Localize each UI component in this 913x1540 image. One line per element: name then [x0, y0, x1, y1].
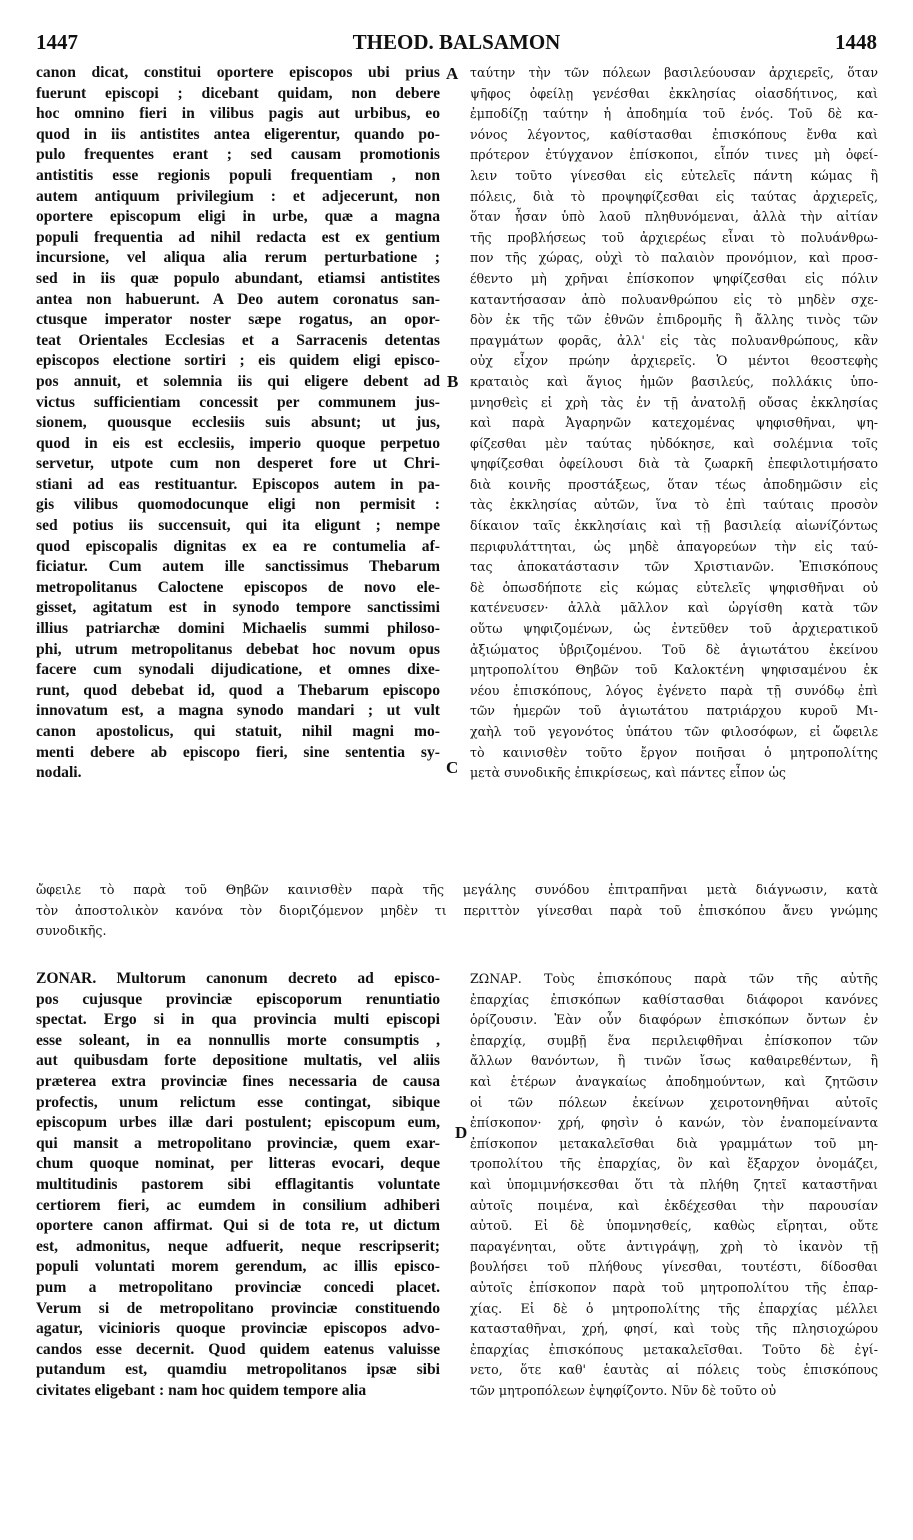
text-line: innovatum est, a magna synodo mandari ; ut vult	[36, 702, 440, 720]
greek-column-zonaras	[470, 969, 878, 1401]
text-line: ὁρίζουσιν. Ἐὰν οὖν διαφόρων ἐπισκόπων ὄντων ἐν	[470, 1012, 878, 1028]
text-line: episcopos electione sortiri ; eis quidem eligi episco-	[36, 352, 440, 370]
text-line: illius patriarchæ domini Michaelis summi philoso-	[36, 620, 440, 638]
text-line: sed in iis quæ populo abundant, etiamsi antistites	[36, 269, 440, 287]
text-line: δὸν ἐκ τῆς τῶν ἐθνῶν ἐπιδρομῆς ἢ ἄλλης τινὸς τῶν	[470, 312, 878, 328]
page-number-right: 1448	[835, 30, 877, 54]
text-line: τας ἀποκατάστασιν τῶν Χριστιανῶν. Ἐπισκόπους	[470, 559, 878, 575]
text-line: populi frequentia ad nihil redacta est ex gentium	[36, 228, 440, 246]
text-line: ἐπίσκοπον· χρή, φησὶν ὁ κανών, τὸν ἐναπομείναντα	[470, 1115, 878, 1131]
text-line: canon dicat, constitui oportere episcopos ubi prius	[36, 64, 440, 81]
page-header	[36, 30, 877, 60]
text-line: ἄλλων θανόντων, ἢ τινῶν ἴσως καθαιρεθέντων, ἢ	[470, 1053, 878, 1069]
latin-column-top	[36, 63, 440, 784]
text-line: τὸν ἀποστολικὸν κανόνα τὸν διοριζόμενον μηδὲν τι περιττὸν γίνεσθαι παρὰ τοῦ ἐπισκόπου ἄνευ γνώμης	[36, 902, 878, 918]
text-line: κατασταθῆναι, χρή, φησί, καὶ τοὺς τῆς πλησιοχώρου	[470, 1321, 878, 1337]
text-line: præterea extra provinciæ fines necessaria de causa	[36, 1072, 440, 1090]
text-line: teat Orientales Ecclesias et a Sarracenis detentas	[36, 331, 440, 349]
text-line: stiani ad eas restituantur. Episcopos autem in pa-	[36, 475, 440, 493]
text-line: hoc omnino fieri in vilibus pagis aut urbibus, eo	[36, 105, 440, 123]
text-line: candos esse decernit. Quod quidem eatenus valuisse	[36, 1340, 440, 1358]
running-title: THEOD. BALSAMON	[352, 30, 561, 54]
text-line: τῶν μητροπόλεων ἐψηφίζοντο. Νῦν δὲ τοῦτο οὐ	[470, 1382, 777, 1398]
text-line: τῶν ἡμερῶν τοῦ ἁγιωτάτου πατριάρχου κυροῦ Μι-	[470, 703, 878, 719]
text-line: pum a metropolitano provinciæ concedi placet.	[36, 1278, 440, 1296]
text-line: civitates eligebant : nam hoc quidem tempore alia	[36, 1381, 367, 1399]
text-line: aut quibusdam forte depositione multatis, vel aliis	[36, 1052, 440, 1070]
text-line: ἐμποδίζῃ ταύτην ἡ ἀποδημία τοῦ ἑνός. Τοῦ δὲ κα-	[470, 106, 878, 122]
text-line: βουλήσει τοῦ πλήθους γίνεσθαι, τουτέστι, δίδοσθαι	[470, 1259, 878, 1275]
text-line: runt, quod debebat id, quod a Thebarum episcopo	[36, 681, 440, 699]
margin-marker-b: B	[447, 372, 459, 391]
text-line: χίας. Εἰ δὲ ὁ μητροπολίτης τῆς ἐπαρχίας μέλλει	[470, 1300, 878, 1316]
text-line: ὤφειλε τὸ παρὰ τοῦ Θηβῶν καινισθὲν παρὰ τῆς μεγάλης συνόδου ἐπιτραπῆναι μετὰ διάγνωσιν, κατὰ	[36, 882, 878, 897]
text-line: nodali.	[36, 764, 82, 782]
text-line: ταύτην τὴν τῶν πόλεων βασιλεύουσαν ἀρχιερεῖς, ὅταν	[470, 65, 878, 80]
text-line: κραταιὸς καὶ ἅγιος ἡμῶν βασιλεύς, πολλάκις ὑπο-	[470, 373, 878, 389]
text-line: ΖΩΝΑΡ. Τοὺς ἐπισκόπους παρὰ τῶν τῆς αὐτῆς	[470, 971, 878, 986]
text-line: αὐτοῦ. Εἰ δὲ ὑπομνησθείς, καθὼς εἴρηται, οὔτε	[470, 1218, 878, 1234]
text-line: quod episcopalis dignitas ex ea re contumelia af-	[36, 537, 440, 555]
text-line: antistitis esse regionis populi frequentiam , non	[36, 166, 440, 184]
text-line: ficiatur. Cum autem ille sanctissimus Thebarum	[36, 558, 440, 576]
text-line: populi voluntati morem gerendum, ac illis episco-	[36, 1258, 440, 1276]
text-line: pulo frequentes erant ; sed causam promotionis	[36, 146, 440, 164]
text-line: incursione, vel aliqua alia rerum perturbatione ;	[36, 249, 440, 267]
text-line: νόνος λέγοντος, καθίστασθαι ἐπισκόπους ἔνθα καὶ	[470, 126, 878, 142]
text-line: νετο, ὅτε καθ' ἑαυτὰς αἱ πόλεις τοὺς ἐπισκόπους	[470, 1362, 878, 1378]
text-line: μνησθεὶς εἰ χρὴ τὰς ἐν τῇ ἀνατολῇ οὔσας ἐκκλησίας	[470, 394, 878, 410]
text-line: antea non habuerunt. A Deo autem coronatus san-	[36, 290, 440, 308]
text-line: quod in eis est ecclesiis, imperio quoque perpetuo	[36, 434, 440, 452]
text-line: ψῆφος ὀφείλῃ γενέσθαι ἐκκλησίας οἱασδήτινος, καὶ	[470, 85, 878, 101]
text-line: χαὴλ τοῦ γεγονότος ὑπάτου τῶν φιλοσόφων, εἰ ὤφειλε	[470, 724, 878, 739]
text-line: multitudinis pastorem sibi efflagitantis voluntate	[36, 1175, 440, 1193]
text-line: περιφυλάττηται, ὡς μηδὲ ἀπαγορεύων τὴν εἰς ταύ-	[470, 538, 878, 554]
text-line: οἱ τῶν πόλεων ἐκείνων χειροτονηθῆναι αὐτοῖς	[470, 1094, 878, 1110]
text-line: spectat. Ergo si in qua provincia multi episcopi	[36, 1011, 440, 1029]
text-line: agatur, vicinioris quoque provinciæ episcopos advo-	[36, 1320, 440, 1338]
text-line: episcopum urbes illæ dari postulent; episcopum eum,	[36, 1114, 440, 1132]
text-line: victus sufficientiam concessit per communem jus-	[36, 393, 440, 411]
text-line: fuerunt episcopi ; dicebant quidam, non debere	[36, 84, 440, 102]
text-line: gis vilibus quomodocunque eligi non permisit :	[36, 496, 440, 514]
margin-marker-d: D	[455, 1123, 468, 1142]
text-line: πον τῆς χώρας, οὐχὶ τὸ παλαιὸν προνόμιον, καὶ προσ-	[470, 250, 878, 266]
text-line: Verum si de metropolitano provinciæ constituendo	[36, 1299, 440, 1317]
text-line: φίζεσθαι μὲν ταύτας ηὐδόκησε, καὶ σολέμνια τοῖς	[470, 435, 878, 451]
text-line: ctusque imperator noster sæpe rogatus, an opor-	[36, 311, 440, 329]
text-line: τὰς ἐκκλησίας αὐτῶν, ἵνα τὸ ἐπὶ ταύταις προσὸν	[470, 497, 878, 513]
text-line: ψηφίζεσθαι ὀφείλουσι διὰ τὰ ζωαρκῆ ἐπεφιλοτιμήσατο	[470, 456, 878, 472]
text-line: ZONAR. Multorum canonum decreto ad episco-	[36, 970, 440, 987]
text-line: καὶ παρὰ Ἀγαρηνῶν κατεχομένας ψηφισθῆναι, ψη-	[470, 415, 878, 431]
greek-column-top	[470, 63, 878, 784]
text-line: αὐτοῖς ἐπίσκοπον παρὰ τοῦ μητροπολίτου τῆς ἐπαρ-	[470, 1279, 878, 1295]
text-line: συνοδικῆς.	[36, 923, 107, 939]
text-line: oportere canon affirmat. Qui si de tota re, ut dictum	[36, 1217, 440, 1235]
text-line: putandum est, quamdiu metropolitanos ipsæ sibi	[36, 1361, 440, 1379]
text-line: διὰ κοινῆς προστάξεως, ὅταν τέως ἀποδημῶσιν εἰς	[470, 476, 878, 492]
text-line: τροπολίτου τῆς ἐπαρχίας, ὃν καὶ ἔξαρχον ὀνομάζει,	[470, 1156, 878, 1172]
text-line: est, admonitus, neque adfuerit, neque rescripserit;	[36, 1237, 440, 1255]
text-line: παραγένηται, οὔτε ἀντιγράψῃ, χρὴ τὸ ἱκανὸν τῇ	[470, 1238, 878, 1254]
text-line: κατένευσεν· ἀλλὰ μᾶλλον καὶ ὠργίσθη κατὰ τῶν	[470, 600, 878, 616]
text-line: ἐπαρχίας ἐπισκόπων καθίστασθαι διάφοροι κανόνες	[470, 991, 878, 1007]
text-line: pos cujusque provinciæ episcoporum renuntiatio	[36, 990, 440, 1008]
text-line: καὶ ἑτέρων ἀναγκαίως ἀποδημούντων, καὶ ζητῶσιν	[470, 1073, 878, 1089]
text-line: certiorem fieri, ac eumdem in consilium adhiberi	[36, 1196, 440, 1214]
text-line: facere cum synodali dijudicatione, et omnes dixe-	[36, 661, 440, 679]
text-line: servetur, utpote cum non desperet fore ut Chri-	[36, 455, 440, 473]
text-line: ὅταν ἦσαν ὑπὸ λαοῦ πληθυνόμεναι, ἀλλὰ τὴν αἰτίαν	[470, 209, 878, 225]
text-line: ἐπαρχίας ἐπισκόπους μετακαλεῖσθαι. Τοῦτο δὲ ἐγί-	[470, 1341, 878, 1357]
text-line: οὕτω ψηφιζομένων, ὡς ἐντεῦθεν τοῦ ἀρχιερατικοῦ	[470, 621, 878, 637]
text-line: phi, utrum metropolitanus debebat hoc novum opus	[36, 640, 440, 658]
text-line: πόλεις, διὰ τὸ προψηφίζεσθαι εἰς ταύτας ἀρχιερεῖς,	[470, 188, 878, 204]
text-line: sed potius iis succensuit, qui ita eligunt ; nempe	[36, 517, 440, 535]
page-number-left: 1447	[36, 30, 78, 54]
text-line: menti debere ab episcopo fieri, sine sententia sy-	[36, 743, 440, 761]
text-line: πραγμάτων φορᾶς, ἀλλ' εἰς τὰς πολυανθρώπους, κἂν	[470, 332, 878, 348]
text-line: esse soleant, in ea nonnullis morte consumptis ,	[36, 1031, 440, 1049]
text-line: profectis, unum relictum esse contingat, sibique	[36, 1093, 440, 1111]
text-line: quod in iis antistites antea eligerentur, quando po-	[36, 125, 440, 143]
text-line: οὐχ εἶχον πρώην ἀρχιερεῖς. Ὁ μέντοι θεοστεφὴς	[470, 353, 878, 369]
text-line: oportere episcopum eligi in urbe, quæ a magna	[36, 208, 440, 226]
text-line: πρότερον ἐτύγχανον ἐπίσκοποι, εἶπόν τινες μὴ ὀφεί-	[470, 147, 878, 163]
text-line: τῆς προβλήσεως τοῦ ἀρχιερέως εἶναι τὸ πολυάνθρω-	[470, 229, 878, 245]
text-line: chum quoque nominat, per litteras evocari, deque	[36, 1155, 440, 1173]
text-line: autem antiquum privilegium : et adjecerunt, non	[36, 187, 440, 205]
text-line: μετὰ συνοδικῆς ἐπικρίσεως, καὶ πάντες εἶπον ὡς	[470, 765, 786, 781]
text-line: pos annuit, et solemnia iis qui eligere debent ad	[36, 372, 440, 390]
text-line: qui mansit a metropolitano provinciæ, quem exar-	[36, 1134, 440, 1152]
text-line: μητροπολίτου Θηβῶν τοῦ Καλοκτένη ψηφισαμένου ἐκ	[470, 662, 878, 678]
text-line: δίκαιον ταῖς ἐκκλησίαις καὶ τῇ βασιλείᾳ αἰωνίζόντως	[470, 518, 878, 534]
text-line: αὐτοῖς ποιμένα, καὶ ἐκδέχεσθαι τὴν παρουσίαν	[470, 1197, 878, 1213]
text-line: καὶ ὑπομιμνήσκεσθαι ὅτι τὰ πλήθη ζητεῖ καταστῆναι	[470, 1176, 878, 1192]
text-line: έθεντο μὴ χρῆναι ἐπίσκοπον ψηφίζεσθαι εἰς πόλιν	[470, 270, 878, 286]
greek-full-width-continuation	[36, 880, 878, 942]
margin-marker-c: C	[446, 758, 459, 777]
text-line: sionem, quousque ecclesiis suis absunt; ut jus,	[36, 414, 440, 432]
text-line: τὸ καινισθὲν τοῦτο ἔργον ποιῆσαι ὁ μητροπολίτης	[470, 744, 878, 760]
margin-marker-a: A	[446, 64, 459, 83]
latin-column-zonaras	[36, 969, 440, 1401]
text-line: ἐπαρχίᾳ, συμβῇ ἕνα περιλειφθῆναι ἐπίσκοπον τῶν	[470, 1032, 878, 1048]
text-line: metropolitanus Caloctene episcopos de novo ele-	[36, 578, 440, 596]
text-line: δὲ ὁπωσδήποτε εἰς κώμας εὐτελεῖς ψηφισθῆναι οὐ	[470, 579, 878, 595]
text-line: canon apostolicus, qui statuit, nihil magni mo-	[36, 723, 440, 740]
text-line: νέου ἐπισκόπους, λόγος ἐγένετο παρὰ τῇ συνόδῳ ἐπὶ	[470, 682, 878, 698]
text-line: ἀξιώματος ὑβριζομένου. Τοῦ δὲ ἁγιωτάτου ἐκείνου	[470, 641, 878, 657]
text-line: gisset, agitatum est in synodo tempore sanctissimi	[36, 599, 440, 617]
text-line: καταντήσασαν ἀπὸ πολυανθρώπου εἰς τὸ μηδὲν σχε-	[470, 291, 878, 307]
text-line: ἐπίσκοπον μετακαλεῖσθαι διὰ γραμμάτων τοῦ μη-	[470, 1135, 878, 1151]
text-line: λειν τοῦτο γίνεσθαι εἰς εὐτελεῖς πάντη κώμας ἢ	[470, 167, 878, 183]
